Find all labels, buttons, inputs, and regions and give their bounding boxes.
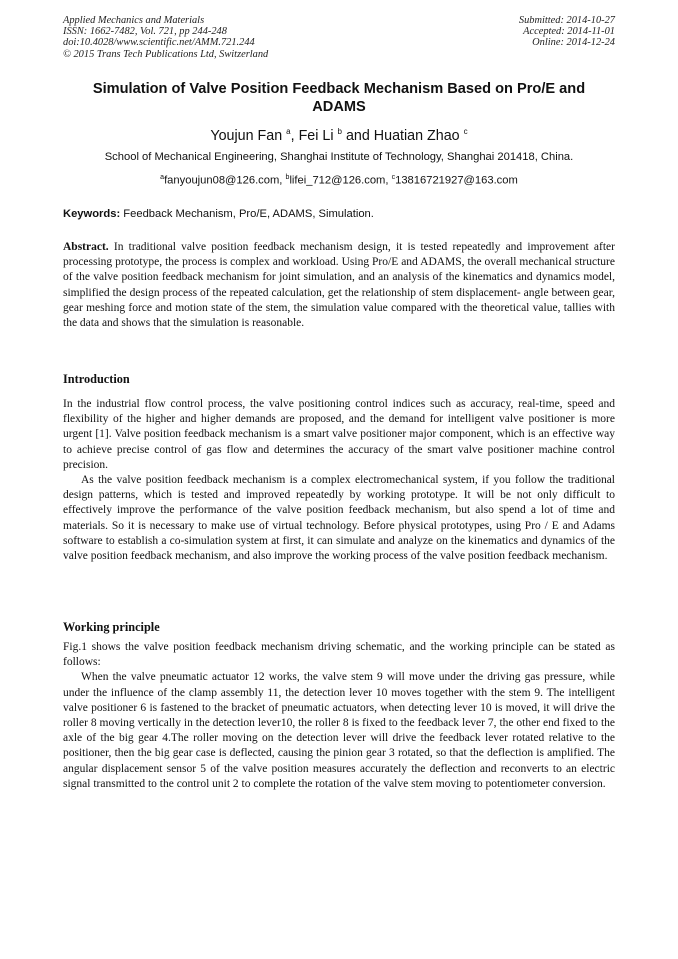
author-2-marker: b <box>337 127 342 136</box>
introduction-heading: Introduction <box>63 372 130 386</box>
email-1: fanyoujun08@126.com, <box>164 174 286 187</box>
author-1-marker: a <box>286 127 291 136</box>
keywords <box>63 207 615 221</box>
author-list: Youjun Fan $^a$, Fei Li $^b$ and Huatian Zhao $^c$ <box>210 127 468 144</box>
author-2: Fei Li <box>298 127 334 144</box>
author-1: Youjun Fan <box>210 127 283 144</box>
working-principle-section <box>63 640 615 792</box>
title-line-1: Simulation of Valve Position Feedback Mechanism Based on Pro/E and <box>92 81 586 97</box>
date-submitted: Submitted: 2014-10-27 <box>518 15 615 26</box>
email-3-marker: c <box>391 174 396 181</box>
journal-header <box>63 15 393 60</box>
introduction-paragraph-2: As the valve position feedback mechanism is a complex electromechanical system, if you follow the traditional design patterns, which is tested and improved repeatedly by working prototype. It will be not only difficult to effectively improve the performance of the valve position feedback mechanism, but also spend a lot of time and materials. So it is necessary to make use of virtual technology. Before physical prototypes, using Pro / E and Adams software to establish a co-simulation system at first, it can simulate and analyze on the kinematics and dynamics of the valve position feedback mechanism, and also improve the working process of the valve position feedback mechanism. <box>63 474 615 563</box>
introduction-section <box>63 397 615 564</box>
journal-copyright: © 2015 Trans Tech Publications Ltd, Switzerland <box>63 48 269 60</box>
author-3-marker: c <box>463 127 468 136</box>
email-3: 13816721927@163.com <box>395 174 518 187</box>
journal-doi: doi:10.4028/www.scientific.net/AMM.721.244 <box>63 37 255 49</box>
author-emails <box>40 171 638 188</box>
working-principle-paragraph-2: When the valve pneumatic actuator 12 works, the valve stem 9 will move under the driving gas pressure, while under the influence of the clamp assembly 11, the detection lever 10 moves together with the stem 9. The intelligent valve positioner 6 is fastened to the bracket of pneumatic actuators, when detecting lever 10 is moved, it will drive the roller 8 moving vertically in the detection lever10, the roller 8 is fixed to the feedback lever 7, the other end fixed to the axle of the big gear 4.The roller moving on the detection lever will drive the feedback lever rotated relative to the positioner, then the big gear case is deflected, causing the pinion gear 3 rotated, so that the deflection is amplified. The angular displacement sensor 5 of the valve position measures accurately the deflection and reconverts to an electric signal transmitted to the control unit 2 to complete the rotation of the valve stem moving to potentiometer conversion. <box>63 671 615 790</box>
keywords-text: Feedback Mechanism, Pro/E, ADAMS, Simulation. <box>120 208 374 220</box>
title-line-2: ADAMS <box>312 99 366 115</box>
working-principle-heading: Working principle <box>63 620 160 634</box>
publication-dates <box>395 15 615 49</box>
keywords-label: Keywords: <box>63 208 121 220</box>
email-2-marker: b <box>285 174 290 181</box>
email-1-marker: a <box>160 174 165 181</box>
introduction-paragraph-1: In the industrial flow control process, the valve positioning control indices such as accuracy, real-time, speed and flexibility of the higher and higher demands are proposed, and the demand for intelligent valve positioner is more urgent [1]. Valve position feedback mechanism is a smart valve positioner major component, which is an effective way to achieve precise control of gas flow and determines the accuracy of the smart valve positioner machine control precision. <box>63 398 615 471</box>
working-principle-paragraph-1: Fig.1 shows the valve position feedback mechanism driving schematic, and the working principle can be stated as follows: <box>63 641 615 669</box>
abstract-text: In traditional valve position feedback mechanism design, it is tested repeatedly and improvement after processing prototype, the process is complex and workload. Using Pro/E and ADAMS, the overall mechanical structure of the valve position feedback mechanism for joint simulation, and an analysis of the kinematics and dynamics model, simplified the design process of the repeated calculation, get the relationship of stem displacement- angle between gear, gear meshing force and motion state of the stem, the simulation value compared with the theoretical value, tallies with the data and shows that the simulation is reasonable. <box>63 241 615 330</box>
email-2: lifei_712@126.com, <box>289 174 392 187</box>
date-online: Online: 2014-12-24 <box>532 37 615 49</box>
author-3: and Huatian Zhao <box>345 127 460 144</box>
journal-name: Applied Mechanics and Materials <box>63 15 205 26</box>
abstract-label: Abstract. <box>63 241 109 253</box>
date-accepted: Accepted: 2014-11-01 <box>523 26 615 38</box>
abstract <box>63 240 615 331</box>
journal-issn: ISSN: 1662-7482, Vol. 721, pp 244-248 <box>63 26 227 38</box>
affiliation: School of Mechanical Engineering, Shanghai Institute of Technology, Shanghai 201418, China. <box>104 151 574 163</box>
paper-title <box>50 80 628 116</box>
